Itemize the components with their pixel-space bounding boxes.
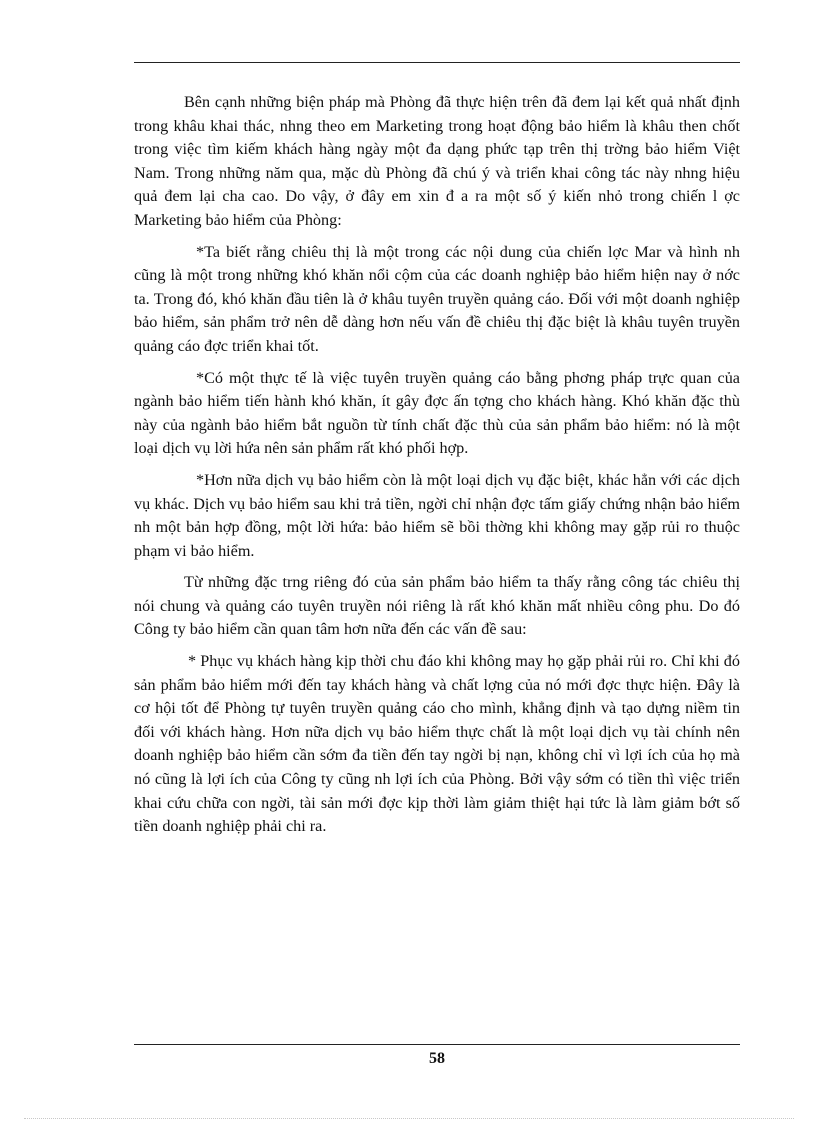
paragraph-characteristics: Từ những đặc trng riêng đó của sản phẩm bảo hiểm ta thấy rằng công tác chiêu thị nói chung và quảng cáo tuyên truyền nói riêng là rất khó khăn mất nhiều công phu. Do đó Công ty bảo hiểm cần quan tâm hơn nữa đến các vấn đề sau: <box>134 573 740 639</box>
document-body <box>134 91 740 847</box>
page-edge-divider <box>24 1118 794 1119</box>
paragraph-advertising-method: *Có một thực tế là việc tuyên truyền quảng cáo bằng phơng pháp trực quan của ngành bảo hiểm tiến hành khó khăn, ít gây đợc ấn tợng cho khách hàng. Khó khăn đặc thù này của ngành bảo hiểm bắt nguồn từ tính chất đặc thù của sản phẩm bảo hiểm: nó là một loại dịch vụ lời hứa nên sản phẩm rất khó phối hợp. <box>134 368 740 458</box>
paragraph-customer-service: * Phục vụ khách hàng kịp thời chu đáo khi không may họ gặp phải rủi ro. Chỉ khi đó sản phẩm bảo hiểm mới đến tay khách hàng và chất lợng của nó mới đợc thực hiện. Đây là cơ hội tốt để Phòng tự tuyên truyền quảng cáo cho mình, khẳng định và tạo dựng niềm tin đối với khách hàng. Hơn nữa dịch vụ bảo hiểm thực chất là một loại dịch vụ tài chính nên doanh nghiệp bảo hiểm cần sớm đa tiền đến tay ngời bị nạn, không chỉ vì lợi ích của họ mà nó cũng là lợi ích của Công ty cũng nh lợi ích của Phòng. Bởi vậy sớm có tiền thì việc triển khai cứu chữa con ngời, tài sản mới đợc kịp thời làm giảm thiệt hại tức là làm giảm bớt số tiền doanh nghiệp phải chi ra. <box>134 652 740 836</box>
paragraph-promotion: *Ta biết rằng chiêu thị là một trong các nội dung của chiến lợc Mar và hình nh cũng là một trong những khó khăn nổi cộm của các doanh nghiệp bảo hiểm hiện nay ở nớc ta. Trong đó, khó khăn đầu tiên là ở khâu tuyên truyền quảng cáo. Đối với một doanh nghiệp bảo hiểm, sản phẩm trở nên dễ dàng hơn nếu vấn đề chiêu thị đặc biệt là khâu tuyên truyền quảng cáo đợc triển khai tốt. <box>134 242 740 355</box>
paragraph-special-service: *Hơn nữa dịch vụ bảo hiểm còn là một loại dịch vụ đặc biệt, khác hẳn với các dịch vụ khác. Dịch vụ bảo hiểm sau khi trả tiền, ngời chỉ nhận đợc tấm giấy chứng nhận bảo hiểm nh một bản hợp đồng, một lời hứa: bảo hiểm sẽ bồi thờng khi không may gặp rủi ro thuộc phạm vi bảo hiểm. <box>134 470 740 560</box>
footer-rule <box>134 1044 740 1045</box>
header-rule <box>134 62 740 63</box>
page-number: 58 <box>429 1050 445 1067</box>
paragraph-intro: Bên cạnh những biện pháp mà Phòng đã thực hiện trên đã đem lại kết quả nhất định trong khâu khai thác, nhng theo em Marketing trong hoạt động bảo hiểm là khâu then chốt trong việc tìm kiếm khách hàng ngày một đa dạng phức tạp trên thị trờng bảo hiểm Việt Nam. Trong những năm qua, mặc dù Phòng đã chú ý và triển khai công tác này nhng hiệu quả đem lại cha cao. Do vậy, ở đây em xin đ a ra một số ý kiến nhỏ trong chiến l ợc Marketing bảo hiểm của Phòng: <box>134 93 740 229</box>
